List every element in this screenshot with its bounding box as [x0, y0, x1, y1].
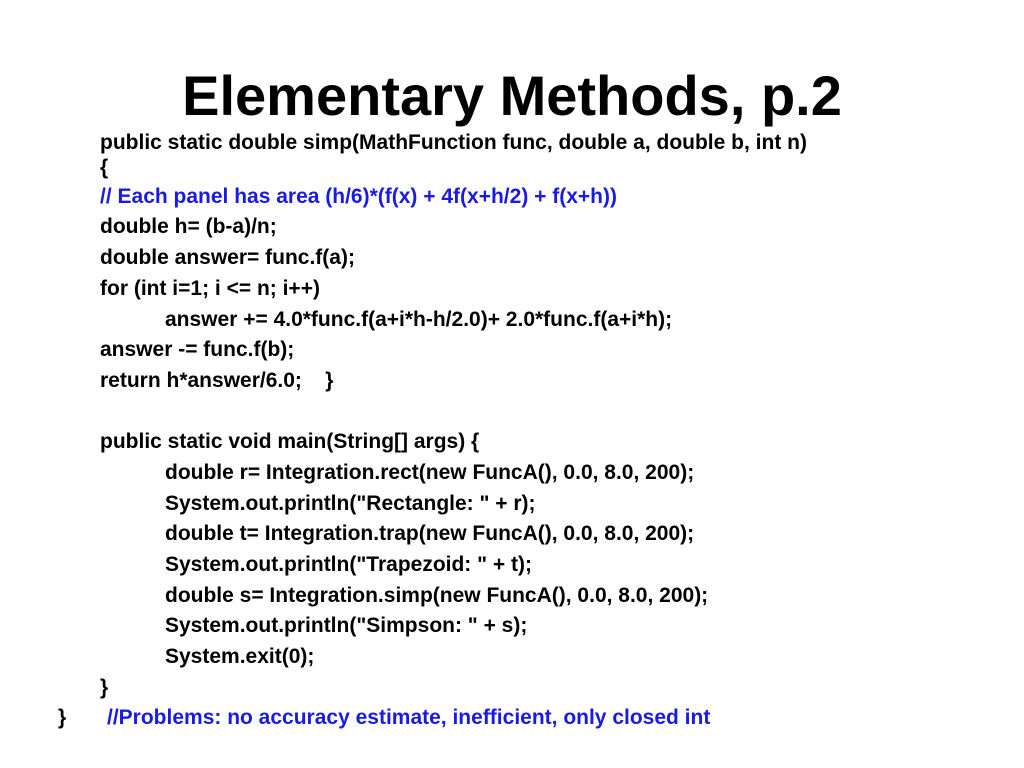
code-line-open-brace: { — [100, 156, 109, 179]
code-line-print-simp: System.out.println("Simpson: " + s); — [165, 614, 528, 637]
code-line-rect: double r= Integration.rect(new FuncA(), 0.0, 8.0, 200); — [165, 461, 695, 484]
slide-title: Elementary Methods, p.2 — [182, 64, 842, 127]
code-line-main-signature: public static void main(String[] args) { — [100, 430, 480, 453]
code-line-exit: System.exit(0); — [165, 645, 315, 668]
code-comment-panel-area: // Each panel has area (h/6)*(f(x) + 4f(x+h/2) + f(x+h)) — [100, 185, 617, 208]
code-line-simp-signature: public static double simp(MathFunction func, double a, double b, int n) — [100, 131, 807, 154]
code-line-h: double h= (b-a)/n; — [100, 215, 277, 238]
code-line-answer-init: double answer= func.f(a); — [100, 246, 355, 269]
code-comment-problems: //Problems: no accuracy estimate, inefficient, only closed int — [107, 706, 711, 729]
code-line-return: return h*answer/6.0; } — [100, 369, 334, 392]
code-line-trap: double t= Integration.trap(new FuncA(), 0.0, 8.0, 200); — [165, 522, 695, 545]
code-line-main-close-brace: } — [100, 676, 109, 699]
code-line-print-rect: System.out.println("Rectangle: " + r); — [165, 492, 536, 515]
code-line-print-trap: System.out.println("Trapezoid: " + t); — [165, 553, 533, 576]
code-line-answer-accumulate: answer += 4.0*func.f(a+i*h-h/2.0)+ 2.0*func.f(a+i*h); — [165, 308, 673, 331]
code-line-for: for (int i=1; i <= n; i++) — [100, 277, 320, 300]
code-line-simp: double s= Integration.simp(new FuncA(), 0.0, 8.0, 200); — [165, 584, 709, 607]
code-line-answer-subtract: answer -= func.f(b); — [100, 338, 295, 361]
code-line-class-close-brace: } — [58, 706, 67, 729]
